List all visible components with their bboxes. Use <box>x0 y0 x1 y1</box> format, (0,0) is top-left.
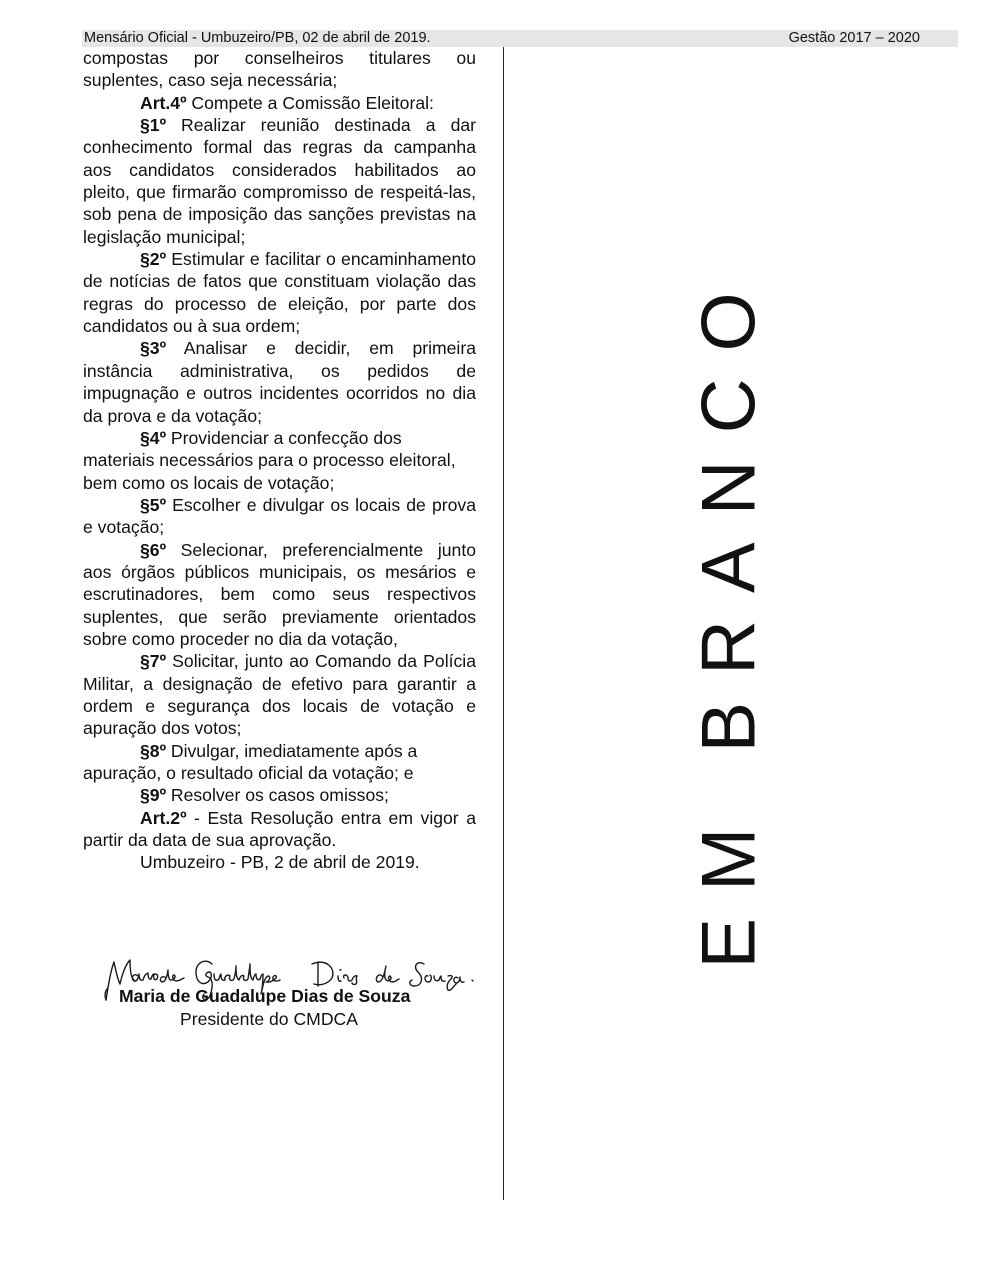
paragraph-5: §5º Escolher e divulgar os locais de prova e votação; <box>83 494 476 538</box>
section-label: §2º <box>140 249 166 270</box>
header-term: Gestão 2017 – 2020 <box>788 30 920 46</box>
text-column <box>83 47 476 874</box>
section-label: §9º <box>140 785 166 806</box>
signatory-role: Presidente do CMDCA <box>180 1009 358 1029</box>
article-label: Art.4º <box>140 92 187 113</box>
article-2: Art.2º - Esta Resolução entra em vigor a partir da data de sua aprovação. <box>83 807 476 851</box>
paragraph-7: §7º Solicitar, junto ao Comando da Polícia Militar, a designação de efetivo para garantir a ordem e segurança dos locais de votação e apuração dos votos; <box>83 651 476 739</box>
paragraph-2: §2º Estimular e facilitar o encaminhamento de notícias de fatos que constituam violação das regras do processo de eleição, por parte dos candidatos ou à sua ordem; <box>83 249 476 337</box>
section-label: §8º <box>140 740 166 761</box>
paragraph-continuation: compostas por conselheiros titulares ou suplentes, caso seja necessária; <box>83 48 476 91</box>
blank-page-label: EM BRANCO <box>686 265 772 969</box>
section-label: §6º <box>140 539 166 560</box>
section-label: §3º <box>140 338 166 359</box>
section-label: §7º <box>140 651 166 672</box>
section-label: §4º <box>140 427 166 448</box>
paragraph-9: §9º Resolver os casos omissos; <box>140 785 389 806</box>
paragraph-1: §1º Realizar reunião destinada a dar conhecimento formal das regras da campanha aos candidatos considerados habilitados ao pleito, que firmarão compromisso de respeitá-las, sob pena de imposição das sanções previstas na legislação municipal; <box>83 115 476 247</box>
section-label: §1º <box>140 115 166 136</box>
paragraph-3: §3º Analisar e decidir, em primeira instância administrativa, os pedidos de impugnação e outros incidentes ocorridos no dia da prova e da votação; <box>83 338 476 426</box>
signatory-name: Maria de Guadalupe Dias de Souza <box>119 986 411 1006</box>
paragraph-8: §8º Divulgar, imediatamente após a apuração, o resultado oficial da votação; e <box>83 740 418 783</box>
column-divider <box>503 47 504 1200</box>
header-publication: Mensário Oficial - Umbuzeiro/PB, 02 de abril de 2019. <box>84 30 431 46</box>
paragraph-4: §4º Providenciar a confecção dos materiais necessários para o processo eleitoral, bem como os locais de votação; <box>83 427 456 493</box>
article-label: Art.2º <box>140 807 187 828</box>
paragraph-6: §6º Selecionar, preferencialmente junto aos órgãos públicos municipais, os mesários e escrutinadores, bem como seus respectivos suplentes, que serão previamente orientados sobre como proceder no dia da votação, <box>83 539 476 649</box>
article-4: Art.4º Compete a Comissão Eleitoral: <box>140 92 434 113</box>
date-line: Umbuzeiro - PB, 2 de abril de 2019. <box>140 852 420 873</box>
section-label: §5º <box>140 494 166 515</box>
page-header <box>82 30 958 47</box>
